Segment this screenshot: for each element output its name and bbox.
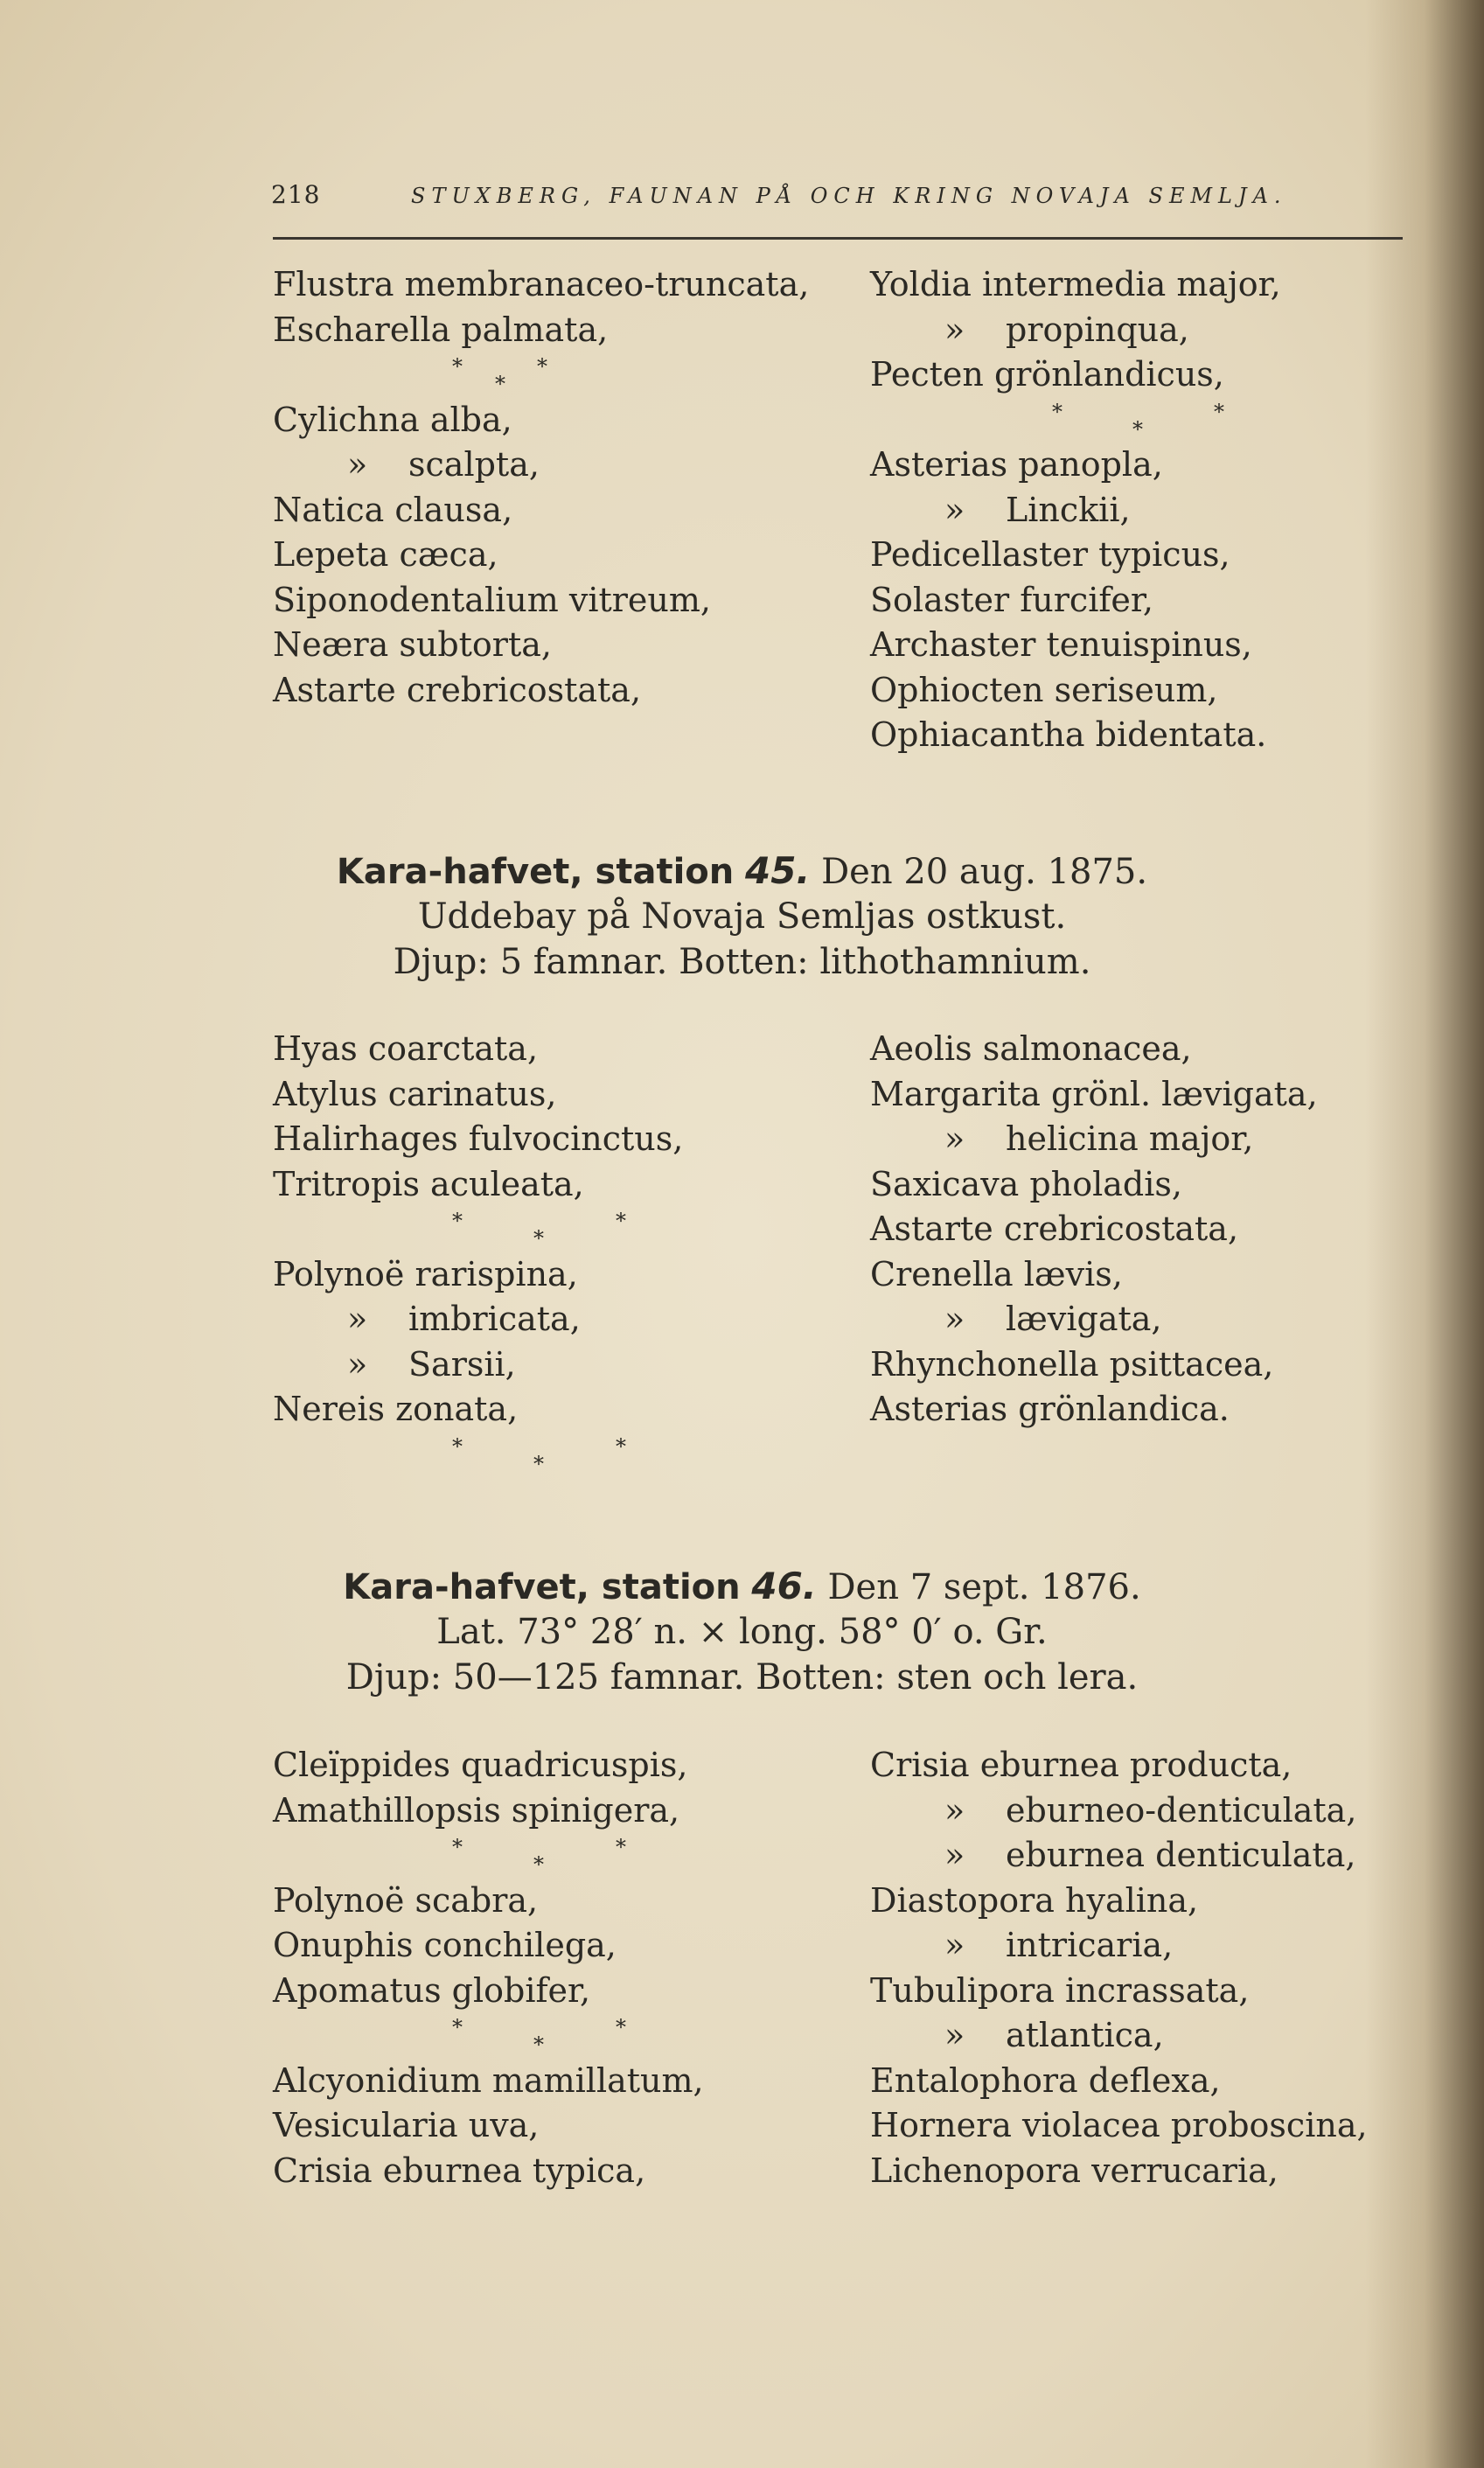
- species-entry: » atlantica,: [870, 2013, 1368, 2059]
- asterism-star: *: [616, 1209, 626, 1233]
- species-entry: Pedicellaster typicus,: [870, 535, 1230, 574]
- species-entry: Cylichna alba,: [273, 400, 512, 439]
- asterism: [273, 352, 809, 398]
- species-entry: » eburnea denticulata,: [870, 1833, 1368, 1879]
- species-entry: Tubulipora incrassata,: [870, 1970, 1250, 2010]
- species-entry: Rhynchonella psittacea,: [870, 1344, 1274, 1384]
- asterism-star: *: [533, 2032, 544, 2057]
- species-entry: Asterias grönlandica.: [870, 1390, 1230, 1428]
- asterism-star: *: [533, 1451, 544, 1476]
- species-entry: » Sarsii,: [273, 1342, 683, 1388]
- species-entry: » eburneo-denticulata,: [870, 1788, 1368, 1834]
- ditto-mark: »: [944, 1926, 965, 1964]
- asterism-star: *: [616, 1835, 626, 1859]
- ditto-mark: »: [944, 1119, 965, 1158]
- ditto-mark: »: [944, 1790, 965, 1830]
- station-date: Den 7 sept. 1876.: [827, 1567, 1141, 1607]
- asterism-star: *: [452, 2015, 463, 2039]
- species-entry: Crisia eburnea typica,: [273, 2151, 646, 2190]
- asterism-star: *: [537, 354, 547, 379]
- ditto-mark: »: [347, 1300, 368, 1338]
- species-entry: » intricaria,: [870, 1923, 1368, 1969]
- species-entry: Onuphis conchilega,: [273, 1926, 617, 1964]
- species-entry: Natica clausa,: [273, 490, 513, 529]
- asterism-star: *: [533, 1852, 544, 1877]
- page-number: 218: [271, 180, 321, 209]
- asterism-star: *: [1052, 399, 1062, 424]
- station46-heading: [0, 1564, 1484, 1610]
- species-entry: Astarte crebricostata,: [870, 1210, 1239, 1248]
- ditto-mark: »: [944, 2016, 965, 2054]
- station-place: Kara-hafvet, station: [343, 1567, 741, 1607]
- species-entry: Pecten grönlandicus,: [870, 355, 1224, 394]
- station-date: Den 20 aug. 1875.: [821, 852, 1148, 892]
- ditto-mark: »: [944, 310, 965, 349]
- species-entry: Atylus carinatus,: [273, 1074, 557, 1113]
- asterism: [273, 1833, 704, 1879]
- species-entry: Ophiacantha bidentata.: [870, 715, 1267, 754]
- station46-left-column: [273, 1743, 704, 2193]
- asterism-star: *: [1132, 416, 1143, 442]
- station45-depth: Djup: 5 famnar. Botten: lithothamnium.: [393, 942, 1091, 982]
- species-entry: Cleïppides quadricuspis,: [273, 1746, 688, 1784]
- asterism-star: *: [533, 1226, 544, 1251]
- station45-right-column: [870, 1027, 1318, 1433]
- station-number: 45.: [744, 849, 811, 892]
- station-place: Kara-hafvet, station: [336, 852, 735, 892]
- species-entry: Crisia eburnea producta,: [870, 1746, 1292, 1784]
- ditto-mark: »: [944, 1836, 965, 1874]
- asterism-star: *: [616, 2015, 626, 2039]
- species-entry: Diastopora hyalina,: [870, 1880, 1199, 1920]
- species-entry: Lichenopora verrucaria,: [870, 2151, 1278, 2190]
- species-entry: Margarita grönl. lævigata,: [870, 1074, 1318, 1113]
- station45-heading: [0, 848, 1484, 895]
- station-number: 46.: [751, 1565, 817, 1607]
- running-head: STUXBERG, FAUNAN PÅ OCH KRING NOVAJA SEMLJA.: [411, 184, 1287, 208]
- asterism: [870, 398, 1281, 443]
- species-entry: Saxicava pholadis,: [870, 1164, 1182, 1203]
- species-entry: Tritropis aculeata,: [273, 1164, 584, 1203]
- species-entry: Astarte crebricostata,: [273, 670, 642, 709]
- species-entry: Vesicularia uva,: [273, 2106, 540, 2144]
- station46-position: Lat. 73° 28′ n. × long. 58° 0′ o. Gr.: [436, 1612, 1048, 1652]
- station46-depth: Djup: 50—125 famnar. Botten: sten och lera.: [345, 1657, 1139, 1698]
- species-entry: Neæra subtorta,: [273, 625, 552, 664]
- asterism: [273, 1433, 683, 1478]
- asterism-star: *: [495, 372, 505, 396]
- species-entry: Flustra membranaceo-truncata,: [273, 265, 810, 303]
- species-entry: Nereis zonata,: [273, 1390, 519, 1428]
- block0-left-column: [273, 262, 809, 713]
- station45-location: Uddebay på Novaja Semljas ostkust.: [417, 896, 1067, 937]
- species-entry: Polynoë rarispina,: [273, 1254, 578, 1293]
- ditto-mark: »: [944, 1300, 965, 1338]
- asterism-star: *: [452, 1433, 463, 1459]
- species-entry: Halirhages fulvocinctus,: [273, 1119, 684, 1158]
- station46-right-column: [870, 1743, 1368, 2193]
- asterism-star: *: [452, 354, 463, 379]
- asterism-star: *: [452, 1209, 463, 1233]
- species-entry: » helicina major,: [870, 1117, 1318, 1162]
- species-entry: Siponodentalium vitreum,: [273, 580, 711, 619]
- species-entry: Amathillopsis spinigera,: [273, 1790, 680, 1830]
- asterism-star: *: [1214, 399, 1224, 424]
- species-entry: » scalpta,: [273, 443, 809, 488]
- block0-right-column: [870, 262, 1281, 758]
- ditto-mark: »: [944, 490, 965, 529]
- species-entry: Solaster furcifer,: [870, 580, 1153, 619]
- species-entry: Hyas coarctata,: [273, 1029, 539, 1068]
- species-entry: » propinqua,: [870, 308, 1281, 353]
- species-entry: Polynoë scabra,: [273, 1880, 539, 1920]
- species-entry: Alcyonidium mamillatum,: [273, 2060, 704, 2100]
- ditto-mark: »: [347, 445, 368, 484]
- species-entry: Ophiocten seriseum,: [870, 670, 1218, 709]
- species-entry: Aeolis salmonacea,: [870, 1029, 1192, 1068]
- station45-left-column: [273, 1027, 683, 1477]
- species-entry: » imbricata,: [273, 1297, 683, 1342]
- asterism: [273, 1207, 683, 1252]
- species-entry: Apomatus globifer,: [273, 1970, 591, 2010]
- asterism-star: *: [452, 1835, 463, 1859]
- species-entry: Yoldia intermedia major,: [870, 265, 1281, 303]
- asterism: [273, 2013, 704, 2059]
- species-entry: » lævigata,: [870, 1297, 1318, 1342]
- species-entry: Archaster tenuispinus,: [870, 625, 1252, 664]
- species-entry: Crenella lævis,: [870, 1254, 1123, 1293]
- species-entry: Hornera violacea proboscina,: [870, 2106, 1368, 2144]
- asterism-star: *: [616, 1433, 626, 1459]
- species-entry: Lepeta cæca,: [273, 535, 498, 574]
- header-rule: [273, 237, 1403, 240]
- species-entry: » Linckii,: [870, 488, 1281, 533]
- ditto-mark: »: [347, 1344, 368, 1384]
- page-header: [271, 180, 1404, 215]
- species-entry: Escharella palmata,: [273, 310, 609, 349]
- species-entry: Entalophora deflexa,: [870, 2060, 1221, 2100]
- species-entry: Asterias panopla,: [870, 445, 1163, 484]
